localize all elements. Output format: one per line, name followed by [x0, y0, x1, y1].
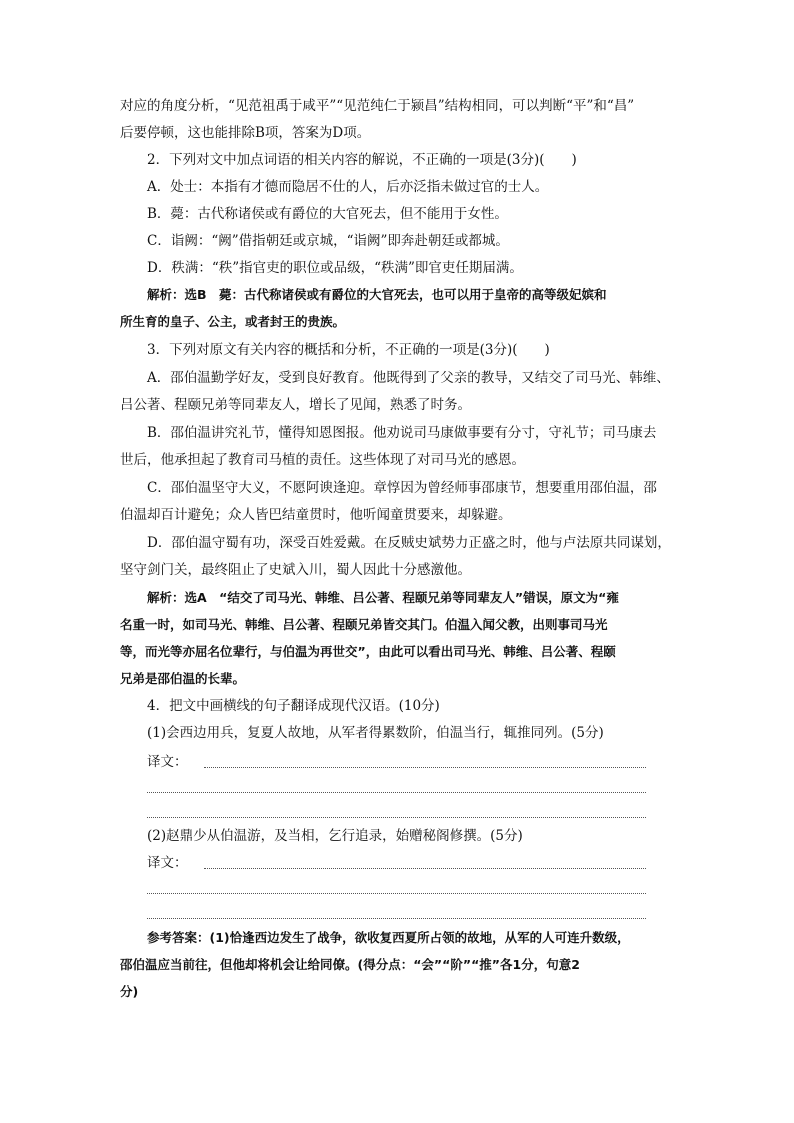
- analysis-text: 兄弟是邵伯温的长辈。: [120, 671, 246, 686]
- analysis-text: 解析：选A “结交了司马光、韩维、吕公著、程颐兄弟等同辈友人”错误，原文为“雍: [147, 590, 619, 605]
- answer-line: [147, 792, 646, 793]
- answer-line: [204, 868, 646, 869]
- translation-label: 译文：: [147, 855, 188, 871]
- option-c: C．邵伯温坚守大义，不愿阿谀逢迎。章惇因为曾经师事邵康节，想要重用邵伯温，邵: [147, 480, 657, 496]
- text-line: 后要停顿，这也能排除B项，答案为D项。: [120, 125, 371, 141]
- option-b: B．薨：古代称诸侯或有爵位的大官死去，但不能用于女性。: [147, 206, 508, 222]
- option-d: D．邵伯温守蜀有功，深受百姓爱戴。在反贼史斌势力正盛之时，他与卢法原共同谋划，: [147, 535, 671, 551]
- option-c: C．诣阙：“阙”借指朝廷或京城，“诣阙”即奔赴朝廷或都城。: [147, 233, 509, 249]
- answer-line: [147, 893, 646, 894]
- sentence-1: (1)会西边用兵，复夏人故地，从军者得累数阶，伯温当行，辄推同列。(5分): [147, 725, 604, 741]
- option-b-cont: 世后，他承担起了教育司马植的责任。这些体现了对司马光的感恩。: [120, 452, 525, 468]
- reference-answer: 分): [120, 984, 139, 999]
- question-3-stem: 3．下列对原文有关内容的概括和分析，不正确的一项是(3分)( ): [147, 342, 550, 358]
- question-2-stem: 2．下列对文中加点词语的相关内容的解说，不正确的一项是(3分)( ): [147, 152, 577, 168]
- translation-label: 译文：: [147, 754, 188, 770]
- option-d-cont: 坚守剑门关，最终阻止了史斌入川，蜀人因此十分感激他。: [120, 562, 471, 578]
- option-c-cont: 伯温却百计避免；众人皆巴结童贯时，他听闻童贯要来，却躲避。: [120, 507, 512, 523]
- answer-line: [147, 817, 646, 818]
- analysis-text: 所生育的皇子、公主，或者封王的贵族。: [120, 314, 346, 329]
- reference-answer: 参考答案：(1)恰逢西边发生了战争，欲收复西夏所占领的故地，从军的人可连升数级，: [147, 930, 630, 945]
- analysis-text: 等，而光等亦屈名位辈行，与伯温为再世交”，由此可以看出司马光、韩维、吕公著、程颐: [120, 644, 616, 659]
- option-d: D．秩满：“秩”指官吏的职位或品级，“秩满”即官吏任期届满。: [147, 260, 523, 276]
- analysis-text: 名重一时，如司马光、韩维、吕公著、程颐兄弟皆交其门。伯温入闻父教，出则事司马光: [120, 617, 608, 632]
- sentence-2: (2)赵鼎少从伯温游，及当相，乞行追录，始赠秘阁修撰。(5分): [147, 828, 523, 844]
- option-a-cont: 吕公著、程颐兄弟等同辈友人，增长了见闻，熟悉了时务。: [120, 397, 471, 413]
- option-a: A．邵伯温勤学好友，受到良好教育。他既得到了父亲的教导，又结交了司马光、韩维、: [147, 370, 670, 386]
- answer-line: [204, 767, 646, 768]
- reference-answer: 邵伯温应当前往，但他却将机会让给同僚。(得分点：“会”“阶”“推”各1分，句意2: [120, 957, 580, 972]
- analysis-text: 解析：选B 薨：古代称诸侯或有爵位的大官死去，也可以用于皇帝的高等级妃嫔和: [147, 287, 607, 302]
- option-b: B．邵伯温讲究礼节，懂得知恩图报。他劝说司马康做事要有分寸，守礼节；司马康去: [147, 425, 657, 441]
- question-4-stem: 4．把文中画横线的句子翻译成现代汉语。(10分): [147, 698, 440, 714]
- option-a: A．处士：本指有才德而隐居不仕的人，后亦泛指未做过官的士人。: [147, 179, 549, 195]
- answer-line: [147, 918, 646, 919]
- text-line: 对应的角度分析，“见范祖禹于咸平”“见范纯仁于颍昌”结构相同，可以判断“平”和“昌”: [120, 98, 635, 114]
